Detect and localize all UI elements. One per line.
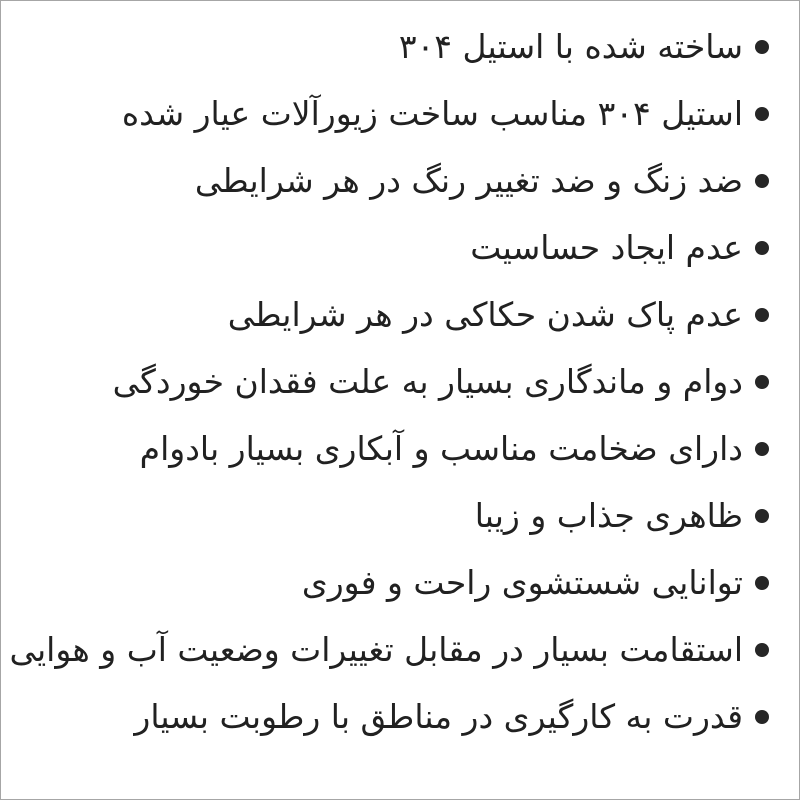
list-item-text: ضد زنگ و ضد تغییر رنگ در هر شرایطی bbox=[194, 160, 743, 200]
bullet-icon bbox=[755, 375, 769, 389]
list-item-text: قدرت به کارگیری در مناطق با رطوبت بسیار bbox=[134, 696, 743, 736]
bullet-icon bbox=[755, 442, 769, 456]
list-item bbox=[31, 281, 769, 348]
list-item bbox=[31, 147, 769, 214]
list-item-text: توانایی شستشوی راحت و فوری bbox=[301, 562, 743, 602]
list-item bbox=[31, 13, 769, 80]
bullet-icon bbox=[755, 710, 769, 724]
bullet-icon bbox=[755, 576, 769, 590]
list-item-text: ظاهری جذاب و زیبا bbox=[474, 495, 743, 535]
list-item bbox=[31, 80, 769, 147]
bullet-icon bbox=[755, 40, 769, 54]
bullet-icon bbox=[755, 174, 769, 188]
list-item bbox=[31, 549, 769, 616]
bullet-icon bbox=[755, 509, 769, 523]
list-item bbox=[31, 482, 769, 549]
bullet-icon bbox=[755, 308, 769, 322]
list-item bbox=[31, 214, 769, 281]
list-item-text: عدم ایجاد حساسیت bbox=[470, 227, 743, 267]
bullet-icon bbox=[755, 107, 769, 121]
list-item-text: استقامت بسیار در مقابل تغییرات وضعیت آب و هوایی bbox=[9, 629, 743, 669]
feature-list bbox=[1, 1, 799, 750]
list-item-text: استیل ۳۰۴ مناسب ساخت زیورآلات عیار شده bbox=[121, 93, 743, 133]
list-item bbox=[9, 616, 769, 683]
list-item bbox=[31, 348, 769, 415]
bullet-icon bbox=[755, 643, 769, 657]
list-item-text: عدم پاک شدن حکاکی در هر شرایطی bbox=[227, 294, 743, 334]
list-item-text: دارای ضخامت مناسب و آبکاری بسیار بادوام bbox=[139, 428, 743, 468]
list-item-text: ساخته شده با استیل ۳۰۴ bbox=[398, 26, 743, 66]
list-item-text: دوام و ماندگاری بسیار به علت فقدان خوردگی bbox=[112, 361, 743, 401]
list-item bbox=[31, 683, 769, 750]
bullet-icon bbox=[755, 241, 769, 255]
list-item bbox=[31, 415, 769, 482]
